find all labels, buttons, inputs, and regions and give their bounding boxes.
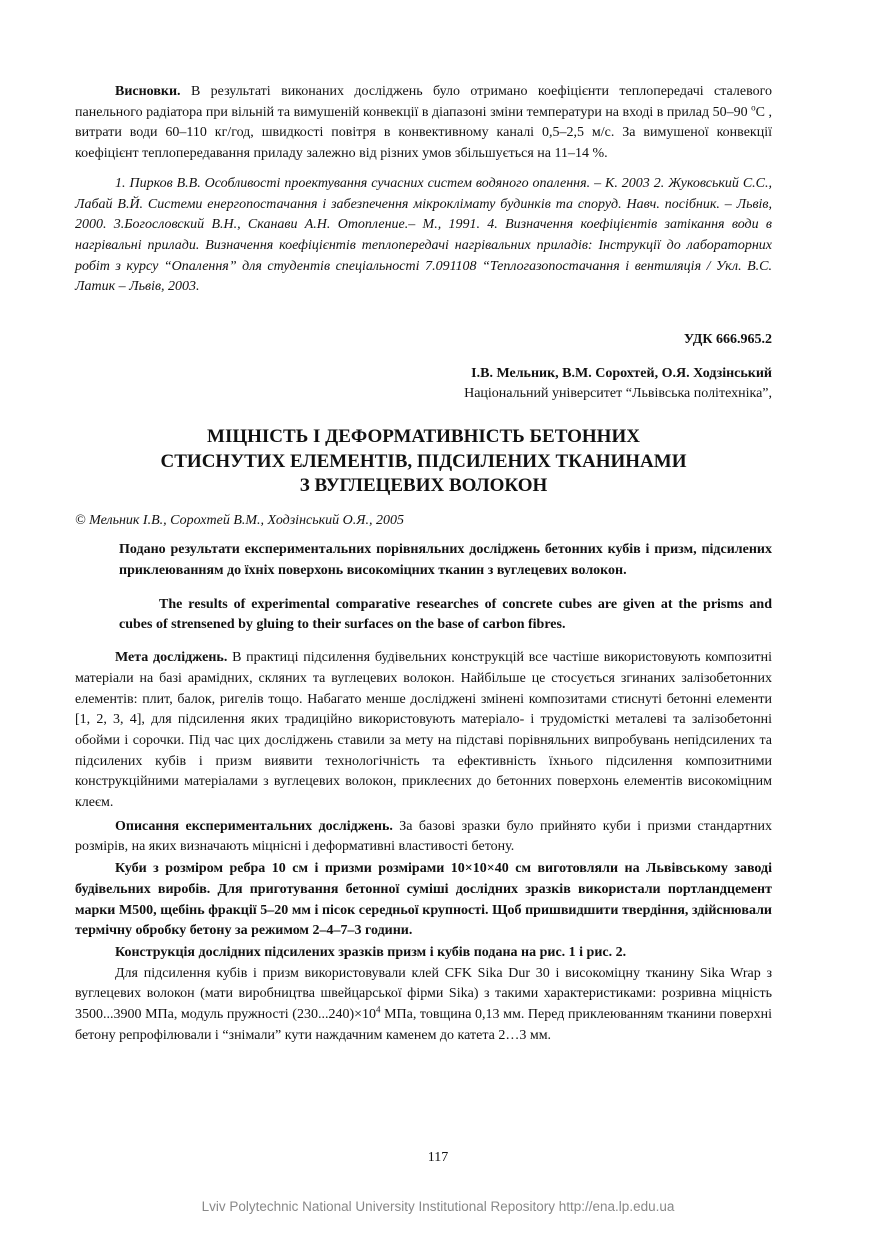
repository-footer: Lviv Polytechnic National University Institutional Repository http://ena.lp.edu.ua <box>201 1199 675 1214</box>
strengthening-text: Для підсилення кубів і призм використовували клей CFK Sika Dur 30 і високоміцну тканину Sika Wrap з вуглецевих волокон (мати виробництва швейцарської фірми Sika) з такими характеристиками: розривна міцність 3500...3900 МПа, модуль пружності (230...240)×10 <box>75 965 772 1023</box>
udc-code: УДК 666.965.2 <box>683 332 772 348</box>
page-number: 117 <box>427 1150 449 1165</box>
title-line-2: СТИСНУТИХ ЕЛЕМЕНТІВ, ПІДСИЛЕНИХ ТКАНИНАМИ <box>160 450 687 472</box>
title-line-1: МІЦНІСТЬ І ДЕФОРМАТИВНІСТЬ БЕТОННИХ <box>207 426 640 448</box>
specimens-paragraph: Куби з розміром ребра 10 см і призми розмірами 10×10×40 см виготовляли на Львівському заводі будівельних виробів. Для приготування бетонної суміші дослідних зразків використали портландцемент марки М500, щебінь фракції 5–20 мм і пісок середньої крупності. Щоб пришвидшити твердіння, здійснювали термічну обробку бетону за режимом 2–4–7–3 години. <box>75 861 772 939</box>
purpose-paragraph <box>75 648 772 814</box>
strengthening-paragraph <box>75 964 772 1047</box>
purpose-text: В практиці підсилення будівельних конструкцій все частіше використовують композитні матеріали на базі арамідних, скляних та вуглецевих волокон. Найбільше це стосується згинаних залізобетонних елементів: плит, балок, ригелів тощо. Набагато менше досліджені змінені композитами стиснуті бетонні елементи [1, 2, 3, 4], для підсилення яких традиційно використовують матеріало- і трудомісткі металеві та залізобетонні обойми і сорочки. Під час цих досліджень ставили за мету на підставі порівняльних випробувань непідсилених та підсилених кубів і призм виявити технологічність та ефективність їхнього підсилення композитними конструкційними матеріалами з вуглецевих волокон, приклеєних до бетонних поверхонь елементів високоміцним клеєм. <box>75 650 772 811</box>
experiment-paragraph <box>75 817 772 858</box>
abstract-english: The results of experimental comparative researches of concrete cubes are given at the prisms and cubes of strensened by gluing to their surfaces on the base of carbon fibres. <box>119 596 772 633</box>
article-title <box>75 425 772 499</box>
construction-paragraph: Конструкція дослідних підсилених зразків призм і кубів подана на рис. 1 і рис. 2. <box>115 945 627 960</box>
references: 1. Пирков В.В. Особливості проектування сучасних систем водяного опалення. – К. 2003 2. Жуковський С.С., Лабай В.Й. Системи енергопостачання і забезпечення мікроклімату будинків та споруд. Навч. посібник. – Львів, 2000. 3.Богословский В.Н., Сканави А.Н. Отопление.– М., 1991. 4. Визначення коефіцієнтів затікання води в нагрівальні прилади. Визначення коефіцієнтів теплопередачі нагрівальних приладів: Інструкції до лабораторних робіт з курсу “Опалення” для студентів спеціальності 7.091108 “Теплогазопостачання і вентиляція / Укл. В.С. Латик – Львів, 2003. <box>75 175 772 295</box>
title-line-3: З ВУГЛЕЦЕВИХ ВОЛОКОН <box>299 475 548 497</box>
experiment-text: За базові зразки було прийнято куби і призми стандартних розмірів, на яких визначають міцнісні і деформативні властивості бетону. <box>75 818 772 855</box>
degree-superscript: o <box>751 102 756 113</box>
strengthening-text-2: МПа, товщина 0,13 мм. Перед приклеюванням тканини поверхні бетону репрофілювали і “знімали” кути наждачним каменем до катета 2…3 мм. <box>75 1007 772 1043</box>
experiment-label: Описання експериментальних досліджень. <box>115 818 393 834</box>
authors: І.В. Мельник, В.М. Сорохтей, О.Я. Ходзінський <box>471 365 772 381</box>
abstract-ukrainian: Подано результати експериментальних порівняльних досліджень бетонних кубів і призм, підсилених приклеюванням до їхніх поверхонь високоміцних тканин з вуглецевих волокон. <box>119 542 772 579</box>
conclusions-paragraph <box>75 82 772 165</box>
conclusions-label: Висновки. <box>115 84 181 99</box>
page-body <box>75 82 772 1047</box>
exponent-superscript: 4 <box>376 1004 381 1015</box>
conclusions-text: В результаті виконаних досліджень було отримано коефіцієнти теплопередачі сталевого панельного радіатора при вільній та вимушеній конвекції в діапазоні зміни температури на вході в прилад 50–90 <box>75 84 772 120</box>
purpose-label: Мета досліджень. <box>115 650 228 666</box>
conclusions-text-2: C , витрати води 60–110 кг/год, швидкості повітря в конвективному каналі 0,5–2,5 м/с. За вимушеної конвекції коефіцієнт теплопередавання приладу залежно від різних умов збільшується на 11–14 %. <box>75 104 772 162</box>
copyright: © Мельник І.В., Сорохтей В.М., Ходзінський О.Я., 2005 <box>75 512 404 528</box>
affiliation: Національний університет “Львівська політехніка”, <box>464 386 772 402</box>
